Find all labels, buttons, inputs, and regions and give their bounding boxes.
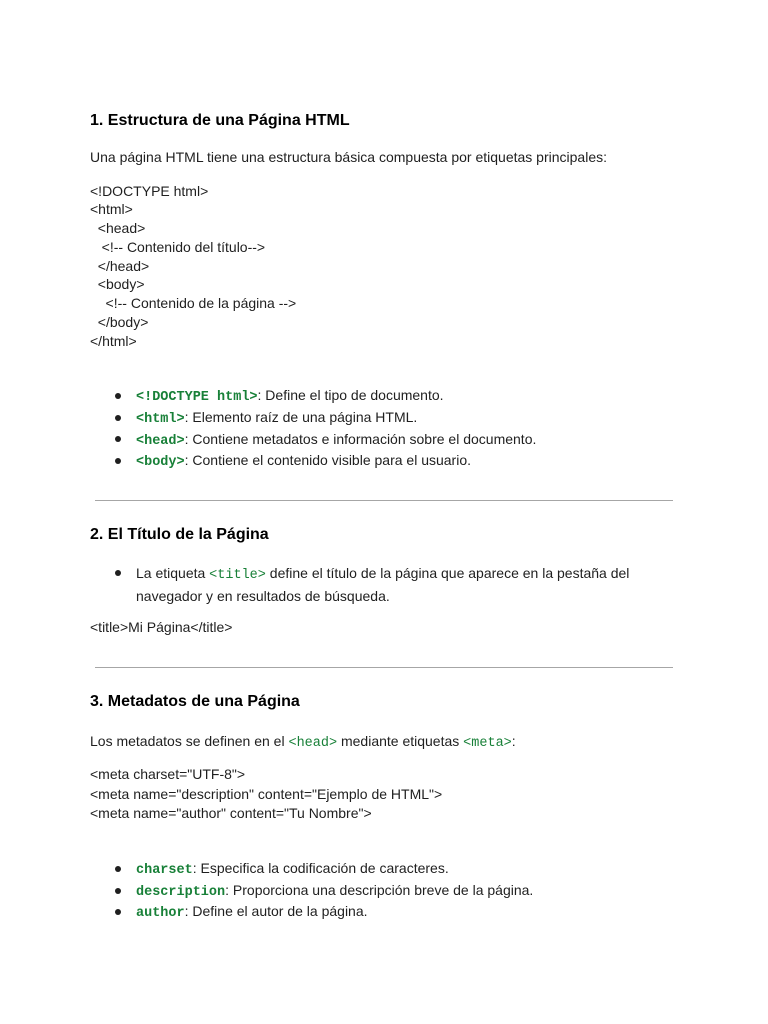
list-item (90, 385, 536, 407)
list-item (90, 563, 629, 603)
horizontal-divider (95, 667, 673, 668)
list-item (90, 429, 536, 451)
code-line: </head> (90, 257, 150, 274)
list-item-text: : Contiene el contenido visible para el usuario. (184, 452, 472, 469)
bullet-marker (115, 436, 121, 442)
list-item (90, 858, 533, 880)
code-line: <!-- Contenido de la página --> (90, 295, 297, 311)
code-line: <meta name="description" content="Ejemplo de HTML"> (90, 785, 443, 802)
section-2-heading: 2. El Título de la Página (90, 526, 269, 543)
inline-code: <meta> (463, 735, 512, 751)
bullet-marker (115, 393, 121, 399)
inline-code: <title> (209, 568, 266, 583)
inline-code: <head> (136, 433, 185, 449)
code-line: <head> (90, 220, 146, 236)
list-item-text: : Define el tipo de documento. (257, 387, 444, 404)
inline-code: author (136, 906, 185, 922)
list-item-text: define el título de la página que aparece en la pestaña del (265, 565, 630, 581)
code-line: <!DOCTYPE html> (90, 182, 209, 199)
title-example-code: <title>Mi Página</title> (90, 618, 233, 635)
section-1-heading: 1. Estructura de una Página HTML (90, 112, 350, 129)
section-1-bullet-list (90, 385, 536, 472)
section-3-heading: 3. Metadatos de una Página (90, 693, 300, 710)
code-line: </html> (90, 332, 137, 349)
code-line: <meta name="author" content="Tu Nombre"> (90, 805, 372, 822)
intro-text: Los metadatos se definen en el (90, 732, 289, 749)
list-item-text: : Contiene metadatos e información sobre el documento. (184, 430, 537, 447)
inline-code: <head> (288, 735, 338, 751)
code-line: <meta charset="UTF-8"> (90, 766, 246, 783)
list-item-text: navegador y en resultados de búsqueda. (136, 588, 390, 604)
list-item (90, 450, 536, 472)
section-3-intro (90, 732, 516, 753)
list-item-text: : Especifica la codificación de caracteres. (192, 860, 449, 877)
list-item-text: : Define el autor de la página. (184, 903, 368, 920)
list-item-text: : Elemento raíz de una página HTML. (184, 408, 418, 425)
section-3-bullet-list (90, 858, 533, 923)
list-item-text: : Proporciona una descripción breve de la página. (225, 881, 534, 898)
meta-tags-code-block (90, 765, 442, 824)
bullet-marker (115, 415, 121, 421)
intro-text: mediante etiquetas (337, 732, 464, 749)
inline-code: <html> (136, 411, 185, 427)
horizontal-divider (95, 500, 673, 501)
code-line: </body> (90, 313, 149, 330)
section-1-intro: Una página HTML tiene una estructura básica compuesta por etiquetas principales: (90, 149, 607, 165)
intro-text: : (511, 732, 516, 749)
list-item (90, 407, 536, 429)
code-line: <html> (90, 201, 133, 218)
code-line: <body> (90, 276, 145, 293)
inline-code: charset (136, 863, 193, 879)
list-item (90, 901, 533, 923)
code-line: <!-- Contenido del título--> (90, 238, 266, 255)
bullet-marker (115, 458, 121, 464)
inline-code: description (136, 884, 226, 900)
list-item-text: La etiqueta (136, 565, 210, 581)
section-2-bullet-list (90, 563, 629, 603)
inline-code: <body> (136, 455, 185, 471)
list-item (90, 880, 533, 902)
html-structure-code-block (90, 182, 296, 351)
bullet-marker (115, 909, 121, 915)
inline-code: <!DOCTYPE html> (136, 390, 258, 406)
bullet-marker (115, 866, 121, 872)
bullet-marker (115, 888, 121, 894)
bullet-marker (115, 570, 121, 576)
